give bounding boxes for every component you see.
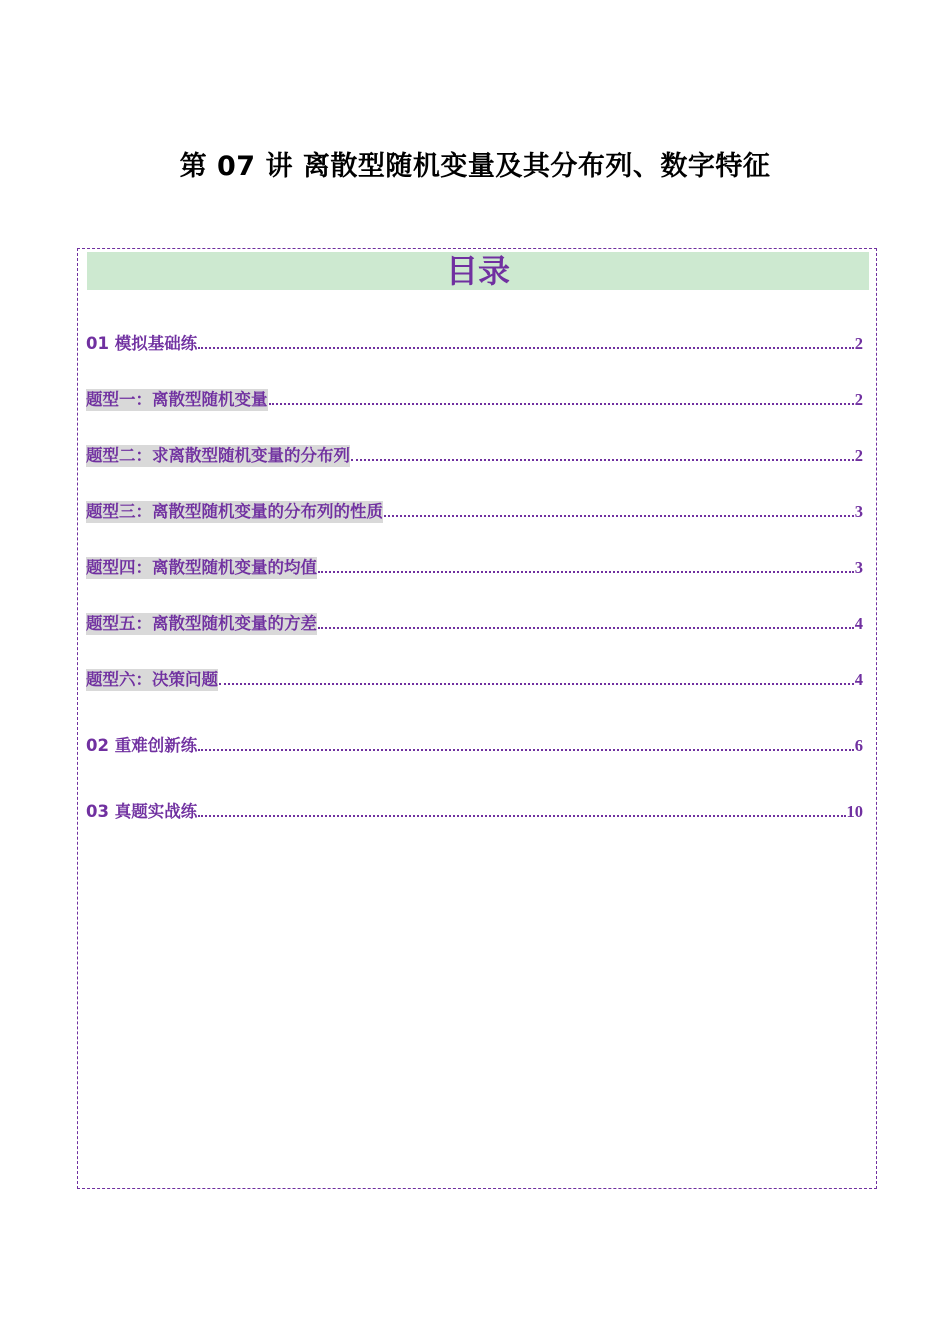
toc-entry-label: 题型二：求离散型随机变量的分布列 <box>86 446 350 465</box>
toc-entry-label: 题型一：离散型随机变量 <box>86 390 268 409</box>
toc-page-number: 6 <box>854 736 863 755</box>
toc-dot-leader <box>318 627 854 629</box>
toc-entry-label: 题型五：离散型随机变量的方差 <box>86 614 317 633</box>
toc-entry-type-5[interactable] <box>86 611 863 635</box>
toc-dot-leader <box>269 403 854 405</box>
toc-dot-leader <box>198 815 845 817</box>
toc-entry-label: 03 真题实战练 <box>86 802 198 821</box>
toc-entry-label: 题型六：决策问题 <box>86 670 218 689</box>
toc-entry-type-2[interactable] <box>86 443 863 467</box>
toc-dot-leader <box>219 683 854 685</box>
toc-page-number: 3 <box>854 502 863 521</box>
toc-page-number: 3 <box>854 558 863 577</box>
toc-heading: 目录 <box>87 252 869 290</box>
toc-page-number: 4 <box>854 614 863 633</box>
toc-entry-type-6[interactable] <box>86 667 863 691</box>
toc-page-number: 10 <box>846 802 863 821</box>
toc-entry-challenge-practice[interactable] <box>86 733 863 757</box>
toc-entry-label: 题型四：离散型随机变量的均值 <box>86 558 317 577</box>
toc-dot-leader <box>351 459 854 461</box>
toc-entry-simulation-basics[interactable] <box>86 331 863 355</box>
toc-entry-type-4[interactable] <box>86 555 863 579</box>
toc-entry-real-exam-practice[interactable] <box>86 799 863 823</box>
toc-page-number: 2 <box>854 390 863 409</box>
toc-page-number: 2 <box>854 446 863 465</box>
toc-dot-leader <box>198 347 854 349</box>
toc-dot-leader <box>318 571 854 573</box>
toc-page-number: 2 <box>854 334 863 353</box>
table-of-contents <box>77 248 877 1189</box>
toc-page-number: 4 <box>854 670 863 689</box>
toc-entry-label: 02 重难创新练 <box>86 736 198 755</box>
toc-dot-leader <box>198 749 854 751</box>
toc-dot-leader <box>384 515 854 517</box>
document-title: 第 07 讲 离散型随机变量及其分布列、数字特征 <box>179 151 771 182</box>
toc-entry-label: 01 模拟基础练 <box>86 334 198 353</box>
toc-entry-label: 题型三：离散型随机变量的分布列的性质 <box>86 502 383 521</box>
toc-entry-type-3[interactable] <box>86 499 863 523</box>
toc-entry-type-1[interactable] <box>86 387 863 411</box>
